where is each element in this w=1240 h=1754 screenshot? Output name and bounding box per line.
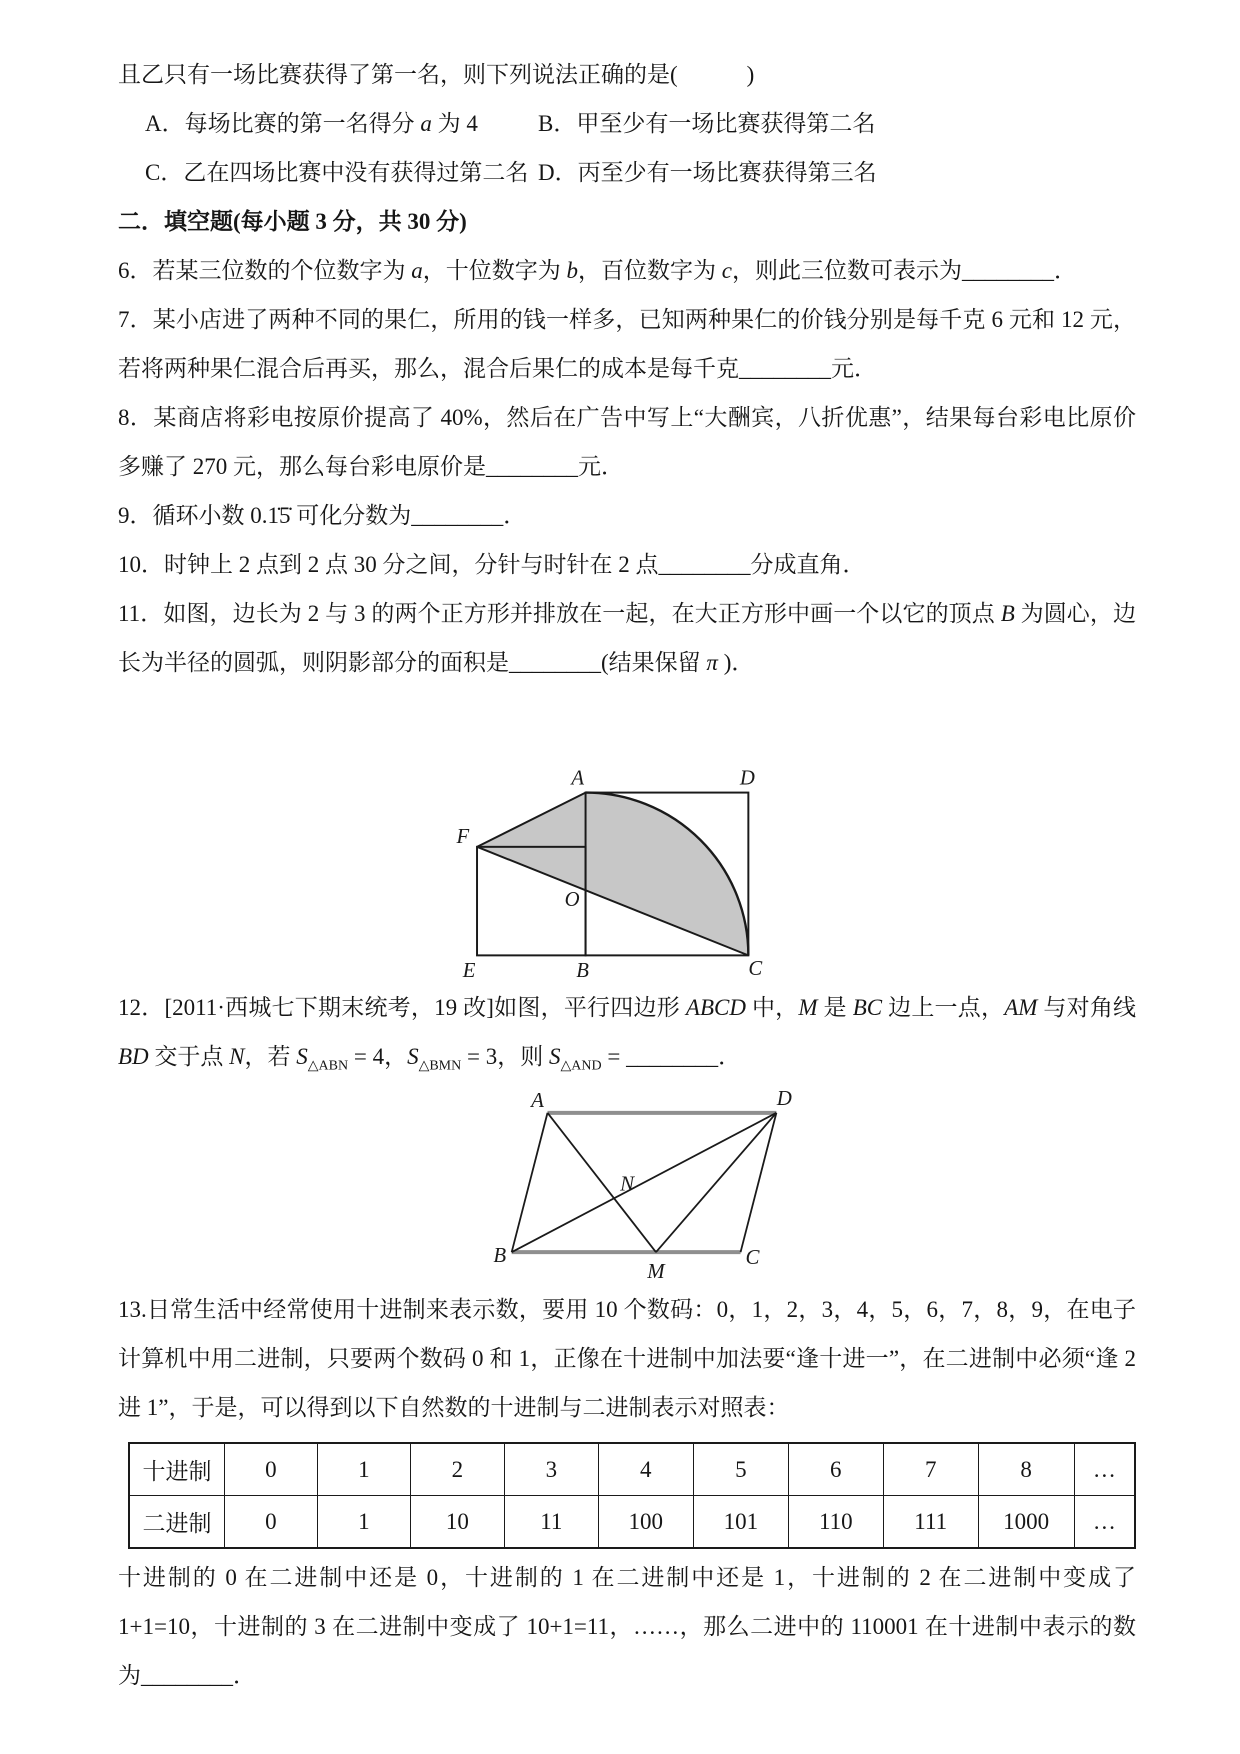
decimal-cell: 2 <box>410 1443 504 1496</box>
choice-question-stem: 且乙只有一场比赛获得了第一名，则下列说法正确的是( ) <box>118 62 755 87</box>
question-9: 9．循环小数 0.1̇5̇ 可化分数为________． <box>118 503 527 528</box>
label-A: A <box>571 767 584 790</box>
shaded-region <box>477 793 748 956</box>
option-d-text: 丙至少有一场比赛获得第三名 <box>577 160 877 185</box>
table-row-binary <box>129 1496 1135 1549</box>
edge-AB <box>512 1113 548 1252</box>
label-D: D <box>739 767 755 790</box>
binary-cell: 1 <box>317 1496 410 1549</box>
decimal-cell: 0 <box>224 1443 317 1496</box>
option-a-label: A． <box>145 111 185 136</box>
binary-cell: 1000 <box>978 1496 1074 1549</box>
binary-cell-ellipsis: … <box>1074 1496 1135 1549</box>
binary-cell: 101 <box>693 1496 788 1549</box>
segment-AM <box>547 1113 655 1252</box>
label-B: B <box>493 1243 507 1268</box>
option-b <box>538 99 1136 148</box>
options-row-ab <box>118 99 1136 148</box>
figure-parallelogram <box>479 1081 819 1285</box>
option-a <box>118 99 538 148</box>
row-header-decimal: 十进制 <box>129 1443 224 1496</box>
option-b-text: 甲至少有一场比赛获得第二名 <box>576 111 876 136</box>
option-c-text: 乙在四场比赛中没有获得过第二名 <box>183 160 529 185</box>
question-12: 12．[2011·西城七下期末统考，19 改]如图，平行四边形 ABCD 中，M 是 BC 边上一点，AM 与对角线 BD 交于点 N，若 $S_{\triangle ABN} = 4$，$S_{\triangle BMN} = 3$，则 $S_{\triangle AND}$ = ________． <box>118 995 1137 1074</box>
option-d-label: D． <box>538 160 578 185</box>
question-10: 10．时钟上 2 点到 2 点 30 分之间，分针与时针在 2 点________分成直角． <box>118 552 866 577</box>
label-E: E <box>462 960 476 983</box>
decimal-binary-table <box>128 1442 1136 1549</box>
question-13-footer: 十进制的 0 在二进制中还是 0，十进制的 1 在二进制中还是 1，十进制的 2 在二进制中变成了 1+1=10，十进制的 3 在二进制中变成了 10+1=11，……，那么二进中的 110001 在十进制中表示的数为________． <box>118 1565 1137 1688</box>
binary-cell: 100 <box>598 1496 693 1549</box>
question-6: 6．若某三位数的个位数字为 a，十位数字为 b，百位数字为 c，则此三位数可表示为________． <box>118 258 1077 283</box>
option-b-label: B． <box>538 111 577 136</box>
decimal-cell-ellipsis: … <box>1074 1443 1135 1496</box>
label-B: B <box>576 960 589 983</box>
question-11: 11．如图，边长为 2 与 3 的两个正方形并排放在一起，在大正方形中画一个以它的顶点 B 为圆心，边长为半径的圆弧，则阴影部分的面积是________(结果保留 π )． <box>118 601 1136 675</box>
label-C: C <box>745 1245 760 1270</box>
options-row-cd <box>118 148 1136 197</box>
label-D: D <box>776 1085 792 1110</box>
table-row-decimal <box>129 1443 1135 1496</box>
row-header-binary: 二进制 <box>129 1496 224 1549</box>
decimal-cell: 8 <box>978 1443 1074 1496</box>
decimal-cell: 6 <box>788 1443 883 1496</box>
binary-cell: 110 <box>788 1496 883 1549</box>
decimal-cell: 5 <box>693 1443 788 1496</box>
decimal-cell: 1 <box>317 1443 410 1496</box>
option-a-text: 每场比赛的第一名得分 a 为 4 <box>184 111 478 136</box>
option-c <box>118 148 538 197</box>
label-M: M <box>647 1259 665 1284</box>
figure-parallelogram-wrap <box>140 1081 1158 1285</box>
question-7: 7．某小店进了两种不同的果仁，所用的钱一样多，已知两种果仁的价钱分别是每千克 6 元和 12 元，若将两种果仁混合后再买，那么，混合后果仁的成本是每千克________元． <box>118 307 1136 381</box>
binary-cell: 111 <box>883 1496 978 1549</box>
label-O: O <box>564 889 580 912</box>
question-8: 8．某商店将彩电按原价提高了 40%，然后在广告中写上“大酬宾，八折优惠”，结果每台彩电比原价多赚了 270 元，那么每台彩电原价是________元． <box>118 405 1136 479</box>
decimal-cell: 3 <box>504 1443 598 1496</box>
question-13: 13.日常生活中经常使用十进制来表示数，要用 10 个数码：0，1，2，3，4，5，6，7，8，9，在电子计算机中用二进制，只要两个数码 0 和 1，正像在十进制中加法要“逢十进一”，在二进制中必须“逢 2 进 1”，于是，可以得到以下自然数的十进制与二进制表示对照表： <box>118 1297 1136 1420</box>
binary-cell: 11 <box>504 1496 598 1549</box>
label-A: A <box>531 1087 544 1112</box>
label-C: C <box>748 958 763 981</box>
binary-cell: 0 <box>224 1496 317 1549</box>
decimal-cell: 7 <box>883 1443 978 1496</box>
label-N: N <box>620 1171 635 1196</box>
option-d <box>538 148 1136 197</box>
decimal-cell: 4 <box>598 1443 693 1496</box>
binary-cell: 10 <box>410 1496 504 1549</box>
section-2-heading: 二．填空题(每小题 3 分，共 30 分) <box>118 209 467 234</box>
option-c-label: C． <box>145 160 184 185</box>
figure-squares-arc <box>427 687 827 983</box>
diagonal-BD <box>512 1113 777 1252</box>
label-F: F <box>456 825 470 848</box>
